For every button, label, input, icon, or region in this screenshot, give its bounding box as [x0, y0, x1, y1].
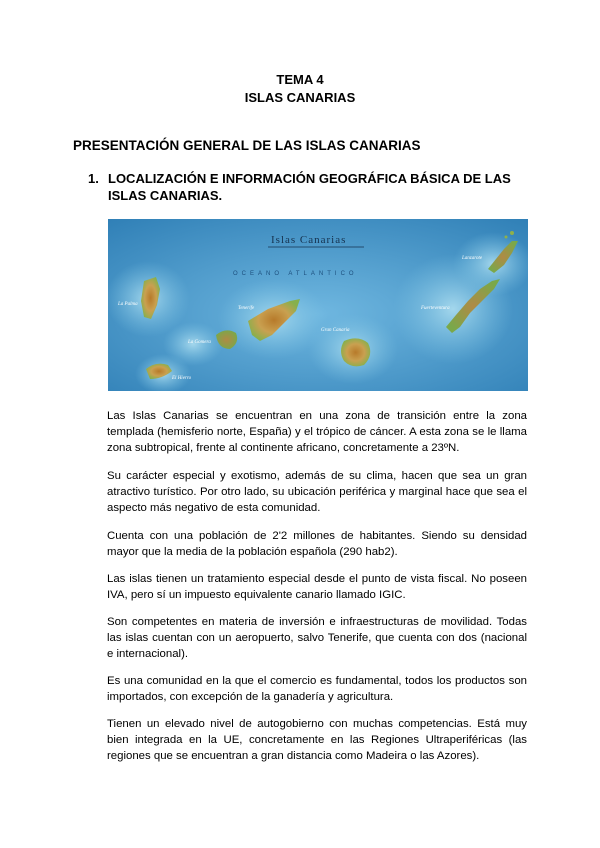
canary-islands-map: [108, 219, 528, 391]
islet: [510, 231, 514, 235]
paragraph-7: Tienen un elevado nivel de autogobierno con muchas competencias. Está muy bien integrada en la UE, concretamente en las Regiones Ultraperiféricas (las regiones que se encuentran a gran distancia como Madeira o las Azores).: [107, 718, 527, 762]
paragraph-1: Las Islas Canarias se encuentran en una zona de transición entre la zona templada (hemisferio norte, España) y el trópico de cáncer. A esta zona se le llama zona subtropical, frente al continente africano, concretamente a 23ºN.: [107, 410, 527, 454]
label-la-palma: La Palma: [118, 302, 138, 307]
subsection-number: 1.: [88, 171, 99, 186]
subsection-title: LOCALIZACIÓN E INFORMACIÓN GEOGRÁFICA BÁSICA DE LAS ISLAS CANARIAS.: [108, 171, 511, 203]
paragraph-2: Su carácter especial y exotismo, además de su clima, hacen que sea un gran atractivo turístico. Por otro lado, su ubicación periférica y marginal hace que sea el aspecto más negativo de esta comunidad.: [107, 470, 527, 514]
label-el-hierro: El Hierro: [172, 376, 192, 381]
label-lanzarote: Lanzarote: [462, 256, 483, 261]
label-fuerteventura: Fuerteventura: [421, 306, 450, 311]
paragraph-3: Cuenta con una población de 2'2 millones de habitantes. Siendo su densidad mayor que la media de la población española (290 hab2).: [107, 530, 527, 558]
label-la-gomera: La Gomera: [188, 340, 211, 345]
ocean-label: OCEANO ATLANTICO: [233, 271, 358, 277]
doc-title-line2: ISLAS CANARIAS: [244, 90, 356, 105]
label-tenerife: Tenerife: [238, 306, 255, 311]
island-gran-canaria: [341, 338, 370, 366]
section-title: PRESENTACIÓN GENERAL DE LAS ISLAS CANARIAS: [73, 138, 421, 153]
paragraph-5: Son competentes en materia de inversión e infraestructuras de movilidad. Todas las islas cuentan con un aeropuerto, salvo Tenerife, que cuenta con dos (nacional e internacional).: [107, 616, 527, 660]
islet: [505, 236, 508, 239]
svg-text:Islas Canarias: Islas Canarias: [271, 234, 347, 246]
paragraph-6: Es una comunidad en la que el comercio es fundamental, todos los productos son importados, con excepción de la ganadería y agricultura.: [107, 675, 527, 703]
doc-title-line1: TEMA 4: [276, 72, 324, 87]
subsection-heading: [88, 170, 528, 204]
paragraph-4: Las islas tienen un tratamiento especial desde el punto de vista fiscal. No poseen IVA, pero sí un impuesto equivalente canario llamado IGIC.: [107, 573, 527, 601]
label-gran-canaria: Gran Canaria: [321, 328, 350, 333]
